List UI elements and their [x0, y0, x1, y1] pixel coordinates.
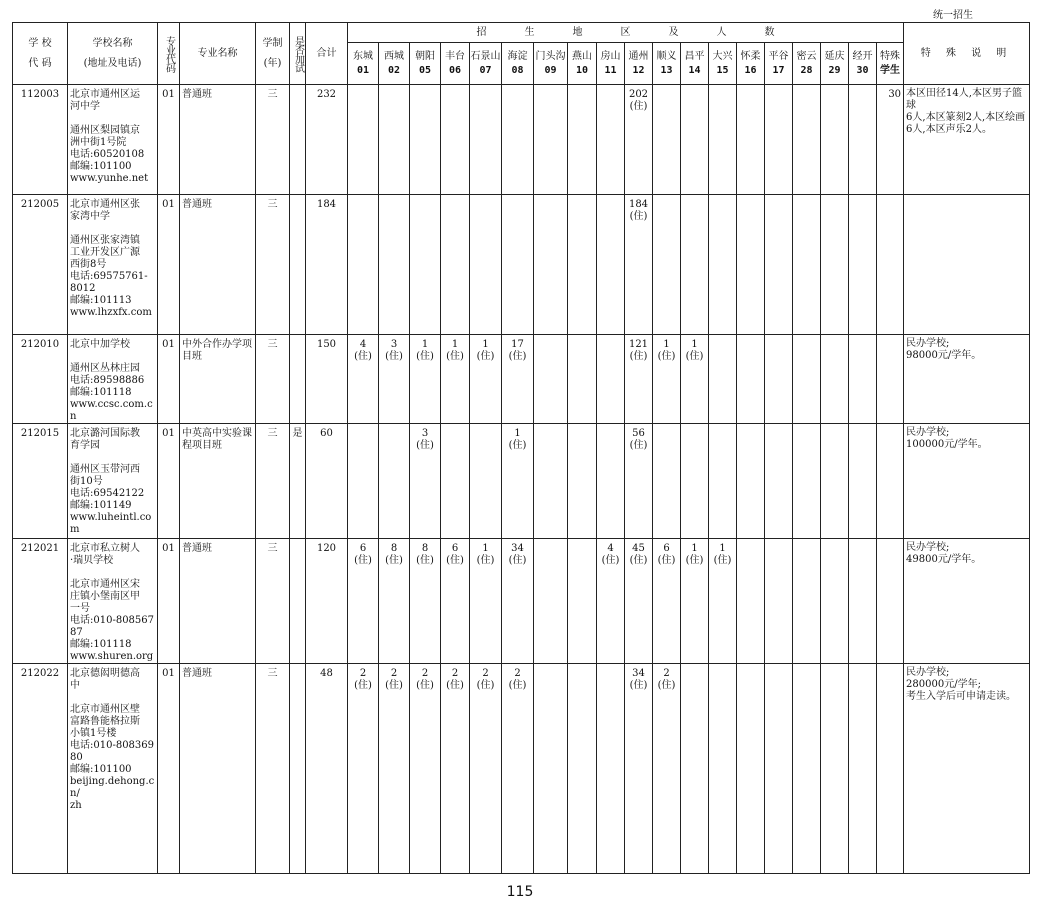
region-header: 燕山 10: [568, 43, 597, 85]
residence-tag: (住): [416, 680, 434, 691]
school-name: 北京德闳明德高 中: [70, 668, 140, 691]
region-count: [653, 539, 681, 664]
region-count-empty: [737, 195, 765, 335]
region-count-empty: [534, 85, 568, 195]
region-count-empty: [765, 424, 793, 539]
major-name: 普通班: [180, 85, 256, 195]
school-code: 212010: [13, 335, 68, 424]
major-code: 01: [158, 539, 180, 664]
residence-tag: (住): [476, 555, 495, 566]
major-name: 普通班: [180, 664, 256, 874]
residence-tag: (住): [685, 351, 704, 362]
region-count: [597, 539, 625, 664]
school-website: www.ccsc.com.cn: [70, 399, 153, 422]
region-count-empty: [821, 195, 849, 335]
region-header: 通州 12: [625, 43, 653, 85]
header-note: 统一招生: [933, 10, 973, 21]
region-header: 朝阳 05: [410, 43, 441, 85]
special-notes: [904, 195, 1030, 335]
major-code: 01: [158, 85, 180, 195]
school-address: 通州区玉带河西 街10号: [70, 464, 140, 487]
region-count-empty: [597, 195, 625, 335]
region-count-empty: [765, 335, 793, 424]
special-notes: 本区田径14人,本区男子篮球 6人,本区篆刻2人,本区绘画 6人,本区声乐2人。: [904, 85, 1030, 195]
count-value: 1: [451, 339, 459, 350]
school-code: 112003: [13, 85, 68, 195]
school-phone: 电话:69575761- 8012: [70, 271, 148, 294]
school-code: 212015: [13, 424, 68, 539]
count-value: 1: [691, 543, 698, 554]
residence-tag: (住): [629, 101, 648, 112]
region-count: [625, 195, 653, 335]
count-value: 2: [663, 668, 670, 679]
years: 三: [256, 539, 290, 664]
region-count-empty: [821, 539, 849, 664]
region-count-empty: [379, 424, 410, 539]
school-name: 北京市通州区运 河中学: [70, 89, 140, 112]
region-count-empty: [441, 85, 470, 195]
years: 三: [256, 335, 290, 424]
residence-tag: (住): [354, 351, 372, 362]
region-count: [410, 539, 441, 664]
school-code: 212005: [13, 195, 68, 335]
region-count-empty: [793, 424, 821, 539]
region-count: [470, 539, 502, 664]
region-count-empty: [410, 85, 441, 195]
region-count-empty: [597, 85, 625, 195]
total: 232: [306, 85, 348, 195]
school-info: [68, 539, 158, 664]
exam: 是: [290, 424, 306, 539]
school-info: [68, 195, 158, 335]
region-count-empty: [653, 195, 681, 335]
school-info: [68, 335, 158, 424]
school-phone: 电话:69542122: [70, 488, 145, 499]
school-website: www.lhzxfx.com: [70, 307, 152, 318]
school-address: 通州区梨园镇京 洲中街1号院: [70, 125, 140, 148]
residence-tag: (住): [354, 555, 372, 566]
region-count-empty: [410, 195, 441, 335]
table-row: [13, 424, 1030, 539]
count-value: 4: [359, 339, 367, 350]
count-value: 1: [514, 428, 521, 439]
region-count-empty: [379, 195, 410, 335]
region-count-empty: [849, 664, 877, 874]
region-count-empty: [568, 664, 597, 874]
special-students: 30: [877, 85, 904, 195]
region-count-empty: [821, 424, 849, 539]
count-value: 34: [632, 668, 645, 679]
region-count-empty: [793, 539, 821, 664]
region-count-empty: [681, 85, 709, 195]
region-count-empty: [568, 424, 597, 539]
residence-tag: (住): [685, 555, 704, 566]
region-count-empty: [821, 664, 849, 874]
major-code: 01: [158, 664, 180, 874]
special-students: [877, 335, 904, 424]
region-count-empty: [653, 85, 681, 195]
residence-tag: (住): [446, 680, 464, 691]
region-count-empty: [709, 85, 737, 195]
residence-tag: (住): [657, 680, 676, 691]
region-header: 海淀 08: [502, 43, 534, 85]
count-value: 121: [628, 339, 649, 350]
count-value: 2: [390, 668, 398, 679]
count-value: 2: [421, 668, 429, 679]
major-code-header: 专业代码: [158, 23, 180, 85]
region-count: [502, 424, 534, 539]
total: 150: [306, 335, 348, 424]
region-count-empty: [348, 424, 379, 539]
residence-tag: (住): [508, 351, 527, 362]
school-postcode: 邮编:101149: [70, 500, 132, 511]
school-postcode: 邮编:101113: [70, 295, 132, 306]
school-name-header: 学校名称 (地址及电话): [68, 23, 158, 85]
region-count-empty: [709, 664, 737, 874]
region-title: 招 生 地 区 及 人 数: [348, 23, 904, 43]
region-count: [502, 664, 534, 874]
special-student-header: 特殊 学生: [877, 43, 904, 85]
admission-table: [12, 22, 1030, 874]
region-header: 房山 11: [597, 43, 625, 85]
region-count-empty: [793, 664, 821, 874]
region-header: 大兴 15: [709, 43, 737, 85]
region-count: [653, 335, 681, 424]
region-count-empty: [793, 195, 821, 335]
count-value: 1: [691, 339, 698, 350]
region-header: 西城 02: [379, 43, 410, 85]
region-count: [625, 664, 653, 874]
school-info: [68, 664, 158, 874]
region-header: 顺义 13: [653, 43, 681, 85]
table-row: [13, 335, 1030, 424]
region-count-empty: [793, 335, 821, 424]
region-count-empty: [737, 85, 765, 195]
special-notes: 民办学校; 280000元/学年; 考生入学后可申请走读。: [904, 664, 1030, 874]
school-address: 通州区张家湾镇 工业开发区广源 西街8号: [70, 235, 140, 270]
region-count: [502, 335, 534, 424]
years: 三: [256, 195, 290, 335]
region-count: [410, 424, 441, 539]
school-code: 212022: [13, 664, 68, 874]
count-value: 1: [482, 339, 489, 350]
major-name: 中英高中实验课 程项目班: [180, 424, 256, 539]
count-value: 202: [628, 89, 649, 100]
major-code: 01: [158, 335, 180, 424]
exam: [290, 195, 306, 335]
region-count-empty: [765, 664, 793, 874]
school-website: beijing.dehong.cn/ zh: [70, 776, 155, 811]
years-header: 学制 (年): [256, 23, 290, 85]
region-count-empty: [681, 424, 709, 539]
residence-tag: (住): [446, 351, 464, 362]
special-students: [877, 539, 904, 664]
school-website: www.yunhe.net: [70, 173, 149, 184]
region-count-empty: [765, 195, 793, 335]
count-value: 3: [390, 339, 398, 350]
school-postcode: 邮编:101118: [70, 387, 132, 398]
region-count-empty: [849, 195, 877, 335]
residence-tag: (住): [508, 680, 527, 691]
count-value: 8: [421, 543, 429, 554]
region-header: 经开 30: [849, 43, 877, 85]
region-count: [709, 539, 737, 664]
count-value: 45: [632, 543, 645, 554]
table-row: [13, 195, 1030, 335]
count-value: 1: [719, 543, 726, 554]
region-header: 平谷 17: [765, 43, 793, 85]
region-header: 怀柔 16: [737, 43, 765, 85]
school-info: [68, 424, 158, 539]
region-count: [441, 664, 470, 874]
region-count-empty: [653, 424, 681, 539]
region-count-empty: [765, 85, 793, 195]
region-count-empty: [849, 335, 877, 424]
special-students: [877, 195, 904, 335]
region-count: [410, 664, 441, 874]
total: 48: [306, 664, 348, 874]
region-count: [348, 539, 379, 664]
region-count-empty: [502, 195, 534, 335]
count-value: 4: [607, 543, 614, 554]
count-value: 8: [390, 543, 398, 554]
region-count-empty: [348, 85, 379, 195]
residence-tag: (住): [354, 680, 372, 691]
special-notes: 民办学校; 49800元/学年。: [904, 539, 1030, 664]
school-name: 北京市通州区张 家湾中学: [70, 199, 140, 222]
exam: [290, 85, 306, 195]
exam-header: 是否加试: [290, 23, 306, 85]
special-students: [877, 664, 904, 874]
region-count-empty: [793, 85, 821, 195]
region-count-empty: [709, 424, 737, 539]
region-count: [348, 335, 379, 424]
count-value: 2: [514, 668, 521, 679]
school-code-header: 学 校 代 码: [13, 23, 68, 85]
region-count-empty: [849, 424, 877, 539]
region-count-empty: [597, 424, 625, 539]
years: 三: [256, 664, 290, 874]
region-count: [379, 664, 410, 874]
count-value: 2: [359, 668, 367, 679]
count-value: 56: [632, 428, 645, 439]
region-count-empty: [568, 195, 597, 335]
region-count: [625, 424, 653, 539]
school-phone: 电话:60520108: [70, 149, 145, 160]
count-value: 17: [511, 339, 524, 350]
region-count-empty: [470, 85, 502, 195]
region-count-empty: [568, 85, 597, 195]
major-name: 普通班: [180, 195, 256, 335]
region-count-empty: [709, 195, 737, 335]
region-count: [410, 335, 441, 424]
exam: [290, 335, 306, 424]
major-name: 普通班: [180, 539, 256, 664]
region-count: [681, 539, 709, 664]
residence-tag: (住): [476, 351, 495, 362]
years: 三: [256, 424, 290, 539]
school-address: 北京市通州区壁 富路鲁能格拉斯 小镇1号楼: [70, 704, 140, 739]
residence-tag: (住): [629, 211, 648, 222]
region-count-empty: [821, 335, 849, 424]
region-count-empty: [597, 664, 625, 874]
major-code: 01: [158, 424, 180, 539]
school-name: 北京潞河国际教 育学园: [70, 428, 140, 451]
exam: [290, 539, 306, 664]
region-count-empty: [534, 195, 568, 335]
special-students: [877, 424, 904, 539]
school-address: 北京市通州区宋 庄镇小堡南区甲 一号: [70, 579, 140, 614]
region-count-empty: [568, 335, 597, 424]
region-count-empty: [709, 335, 737, 424]
region-count-empty: [568, 539, 597, 664]
region-count-empty: [502, 85, 534, 195]
table-row: [13, 539, 1030, 664]
residence-tag: (住): [629, 555, 648, 566]
total-header: 合计: [306, 23, 348, 85]
special-notes: 民办学校; 100000元/学年。: [904, 424, 1030, 539]
region-count: [502, 539, 534, 664]
major-name-header: 专业名称: [180, 23, 256, 85]
region-count-empty: [737, 539, 765, 664]
school-postcode: 邮编:101118: [70, 639, 132, 650]
residence-tag: (住): [446, 555, 464, 566]
residence-tag: (住): [416, 440, 434, 451]
region-count-empty: [534, 335, 568, 424]
count-value: 1: [421, 339, 429, 350]
region-header: 昌平 14: [681, 43, 709, 85]
residence-tag: (住): [629, 440, 648, 451]
region-count-empty: [821, 85, 849, 195]
total: 120: [306, 539, 348, 664]
total: 60: [306, 424, 348, 539]
region-count-empty: [470, 424, 502, 539]
region-count-empty: [534, 424, 568, 539]
region-count-empty: [765, 539, 793, 664]
region-count-empty: [534, 539, 568, 664]
region-count: [681, 335, 709, 424]
school-website: www.shuren.org: [70, 651, 154, 662]
region-count-empty: [681, 664, 709, 874]
school-phone: 电话:010-80836980: [70, 740, 155, 763]
region-count-empty: [379, 85, 410, 195]
residence-tag: (住): [416, 555, 434, 566]
page-number: 115: [506, 884, 534, 900]
count-value: 6: [663, 543, 670, 554]
region-count-empty: [737, 335, 765, 424]
region-count-empty: [849, 85, 877, 195]
region-count: [379, 539, 410, 664]
residence-tag: (住): [601, 555, 620, 566]
region-count-empty: [737, 664, 765, 874]
residence-tag: (住): [657, 351, 676, 362]
region-header: 延庆 29: [821, 43, 849, 85]
region-header: 丰台 06: [441, 43, 470, 85]
region-count: [625, 85, 653, 195]
count-value: 1: [663, 339, 670, 350]
count-value: 6: [359, 543, 367, 554]
region-count: [379, 335, 410, 424]
residence-tag: (住): [416, 351, 434, 362]
region-count: [653, 664, 681, 874]
region-count: [470, 335, 502, 424]
residence-tag: (住): [508, 555, 527, 566]
school-postcode: 邮编:101100: [70, 161, 132, 172]
region-count-empty: [597, 335, 625, 424]
count-value: 34: [511, 543, 524, 554]
residence-tag: (住): [629, 351, 648, 362]
region-header: 石景山 07: [470, 43, 502, 85]
residence-tag: (住): [385, 555, 403, 566]
count-value: 1: [482, 543, 489, 554]
table-row: [13, 85, 1030, 195]
years: 三: [256, 85, 290, 195]
region-count-empty: [849, 539, 877, 664]
region-count: [470, 664, 502, 874]
region-count-empty: [681, 195, 709, 335]
residence-tag: (住): [385, 351, 403, 362]
region-count-empty: [348, 195, 379, 335]
residence-tag: (住): [713, 555, 732, 566]
school-phone: 电话:89598886: [70, 375, 145, 386]
special-notes: 民办学校; 98000元/学年。: [904, 335, 1030, 424]
count-value: 6: [451, 543, 459, 554]
major-code: 01: [158, 195, 180, 335]
region-count: [625, 335, 653, 424]
residence-tag: (住): [629, 680, 648, 691]
region-count: [625, 539, 653, 664]
notes-header: 特 殊 说 明: [904, 23, 1030, 85]
region-header: 门头沟 09: [534, 43, 568, 85]
residence-tag: (住): [385, 680, 403, 691]
region-count-empty: [534, 664, 568, 874]
region-count: [441, 539, 470, 664]
region-header: 密云 28: [793, 43, 821, 85]
region-header: 东城 01: [348, 43, 379, 85]
region-count: [348, 664, 379, 874]
table-row: [13, 664, 1030, 874]
school-phone: 电话:010-80856787: [70, 615, 155, 638]
count-value: 2: [482, 668, 489, 679]
count-value: 3: [421, 428, 429, 439]
residence-tag: (住): [508, 440, 527, 451]
region-count-empty: [441, 424, 470, 539]
residence-tag: (住): [657, 555, 676, 566]
major-name: 中外合作办学项 目班: [180, 335, 256, 424]
region-count-empty: [470, 195, 502, 335]
region-count-empty: [441, 195, 470, 335]
school-postcode: 邮编:101100: [70, 764, 132, 775]
school-address: 通州区丛林庄园: [70, 363, 140, 374]
school-website: www.luheintl.com: [70, 512, 152, 535]
school-name: 北京市私立树人 ·瑞贝学校: [70, 543, 140, 566]
region-count-empty: [737, 424, 765, 539]
school-code: 212021: [13, 539, 68, 664]
total: 184: [306, 195, 348, 335]
exam: [290, 664, 306, 874]
count-value: 2: [451, 668, 459, 679]
residence-tag: (住): [476, 680, 495, 691]
region-count: [441, 335, 470, 424]
school-name: 北京中加学校: [70, 339, 130, 350]
school-info: [68, 85, 158, 195]
count-value: 184: [628, 199, 649, 210]
